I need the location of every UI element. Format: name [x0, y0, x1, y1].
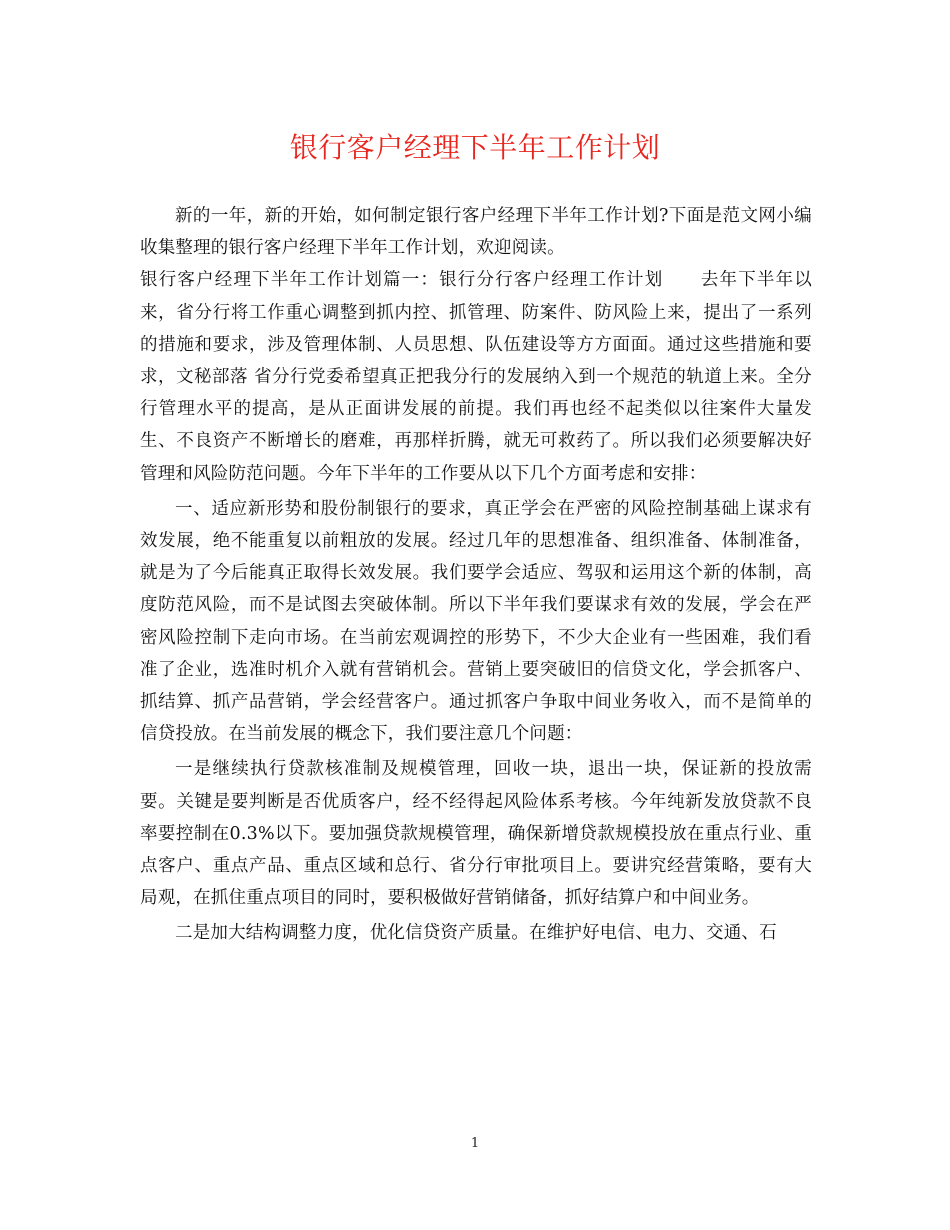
- document-body: [140, 200, 812, 950]
- paragraph-sub-point-one: 一是继续执行贷款核准制及规模管理，回收一块，退出一块，保证新的投放需要。关键是要判断是否优质客户，经不经得起风险体系考核。今年纯新发放贷款不良率要控制在0.3%以下。要加强贷款规模管理，确保新增贷款规模投放在重点行业、重点客户、重点产品、重点区域和总行、省分行审批项目上。要讲究经营策略，要有大局观，在抓住重点项目的同时，要积极做好营销储备，抓好结算户和中间业务。: [140, 759, 812, 909]
- paragraph-sub-point-two: 二是加大结构调整力度，优化信贷资产质量。在维护好电信、电力、交通、石: [175, 923, 777, 944]
- page-number: 1: [470, 1136, 480, 1151]
- paragraph-point-one: 一、适应新形势和股份制银行的要求，真正学会在严密的风险控制基础上谋求有效发展，绝不能重复以前粗放的发展。经过几年的思想准备、组织准备、体制准备，就是为了今后能真正取得长效发展。我们要学会适应、驾驭和运用这个新的体制，高度防范风险，而不是试图去突破体制。所以下半年我们要谋求有效的发展，学会在严密风险控制下走向市场。在当前宏观调控的形势下，不少大企业有一些困难，我们看准了企业，选准时机介入就有营销机会。营销上要突破旧的信贷文化，学会抓客户、抓结算、抓产品营销，学会经营客户。通过抓客户争取中间业务收入，而不是简单的信贷投放。在当前发展的概念下，我们要注意几个问题：: [140, 498, 812, 745]
- paragraph-intro: 新的一年，新的开始，如何制定银行客户经理下半年工作计划?下面是范文网小编收集整理的银行客户经理下半年工作计划，欢迎阅读。: [140, 206, 812, 259]
- paragraph-section-heading: 银行客户经理下半年工作计划篇一：银行分行客户经理工作计划 去年下半年以来，省分行将工作重心调整到抓内控、抓管理、防案件、防风险上来，提出了一系列的措施和要求，涉及管理体制、人员思想、队伍建设等方方面面。通过这些措施和要求，文秘部落 省分行党委希望真正把我分行的发展纳入到一个规范的轨道上来。全分行管理水平的提高，是从正面讲发展的前提。我们再也经不起类似以往案件大量发生、不良资产不断增长的磨难，再那样折腾，就无可救药了。所以我们必须要解决好管理和风险防范问题。今年下半年的工作要从以下几个方面考虑和安排：: [140, 270, 812, 484]
- document-title: 银行客户经理下半年工作计划: [289, 131, 661, 164]
